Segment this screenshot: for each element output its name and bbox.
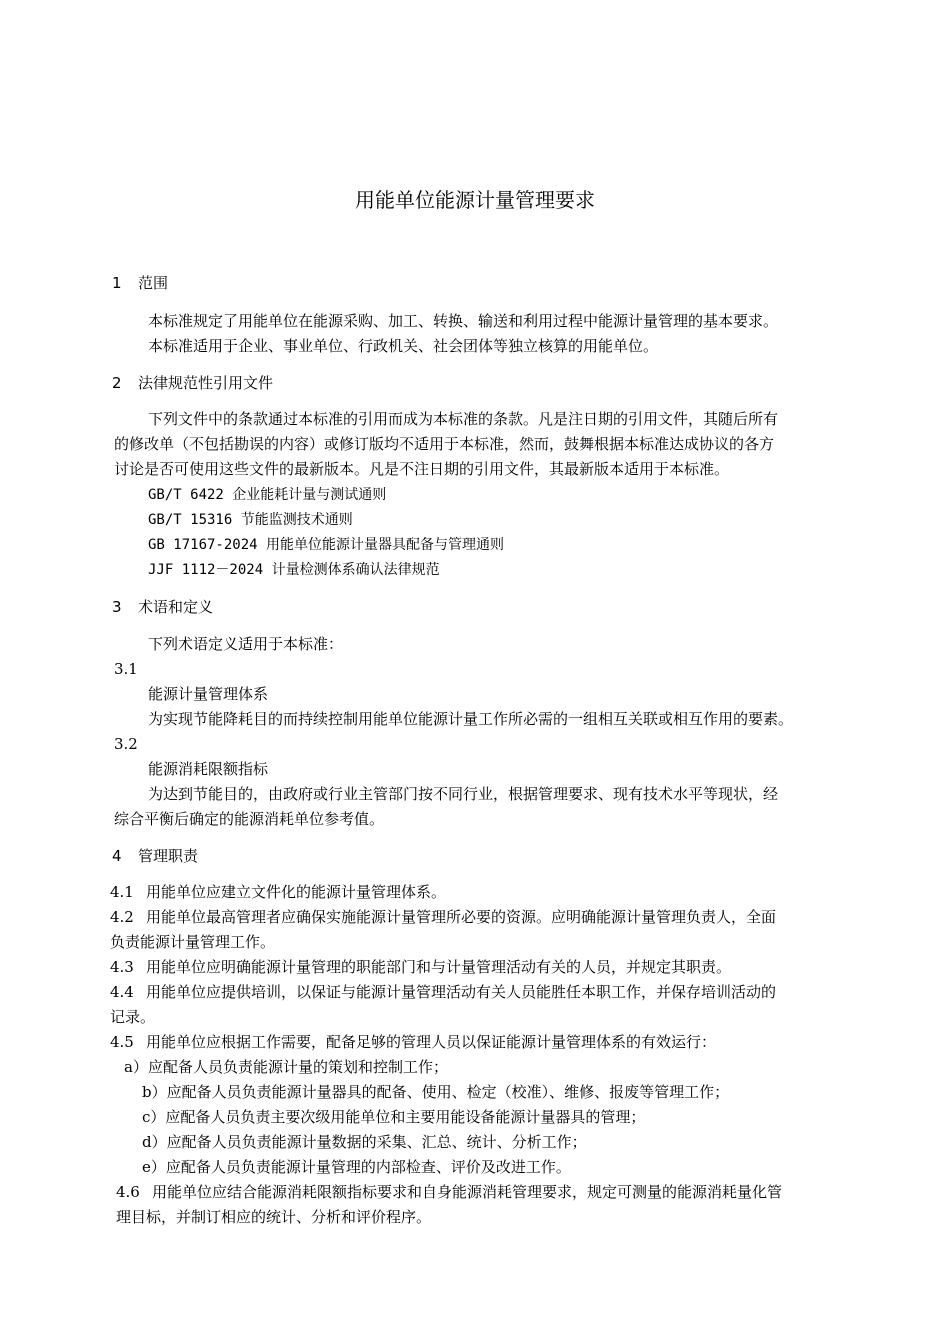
clause-number: 4.2 xyxy=(110,908,134,926)
section-title: 范围 xyxy=(138,274,169,292)
list-item: c）应配备人员负责主要次级用能单位和主要用能设备能源计量器具的管理； xyxy=(142,1108,646,1126)
list-item: b）应配备人员负责能源计量器具的配备、使用、检定（校准）、维修、报废等管理工作； xyxy=(142,1083,730,1101)
paragraph-line: 的修改单（不包括勘误的内容）或修订版均不适用于本标准，然而，鼓舞根据本标准达成协议的各方 xyxy=(114,435,775,453)
list-item: a）应配备人员负责能源计量的策划和控制工作； xyxy=(124,1058,448,1076)
term-number: 3.1 xyxy=(114,660,138,678)
paragraph: 本标准规定了用能单位在能源采购、加工、转换、输送和利用过程中能源计量管理的基本要求。 xyxy=(148,312,779,330)
section-number: 2 xyxy=(112,374,122,392)
clause-text: 用能单位最高管理者应确保实施能源计量管理所必要的资源。应明确能源计量管理负责人，全面 xyxy=(146,908,777,926)
section-title: 法律规范性引用文件 xyxy=(138,374,274,392)
clause-4-3 xyxy=(110,957,731,977)
paragraph: 本标准适用于企业、事业单位、行政机关、社会团体等独立核算的用能单位。 xyxy=(148,337,659,355)
clause-text: 用能单位应结合能源消耗限额指标要求和自身能源消耗管理要求，规定可测量的能源消耗量化管 xyxy=(152,1183,783,1201)
clause-number: 4.4 xyxy=(110,983,134,1001)
term-number: 3.2 xyxy=(114,735,138,753)
reference-item: GB 17167-2024 用能单位能源计量器具配备与管理通则 xyxy=(148,537,505,553)
clause-4-2 xyxy=(110,907,776,927)
term-name: 能源计量管理体系 xyxy=(148,685,269,703)
paragraph-line: 讨论是否可使用这些文件的最新版本。凡是不注日期的引用文件，其最新版本适用于本标准。 xyxy=(114,460,730,478)
paragraph: 下列术语定义适用于本标准： xyxy=(148,635,344,653)
clause-number: 4.5 xyxy=(110,1033,134,1051)
section-number: 1 xyxy=(112,274,122,292)
section-number: 4 xyxy=(112,847,122,865)
clause-text: 用能单位应建立文件化的能源计量管理体系。 xyxy=(146,883,447,901)
term-definition-line: 综合平衡后确定的能源消耗单位参考值。 xyxy=(114,810,385,828)
list-item: e）应配备人员负责能源计量管理的内部检查、评价及改进工作。 xyxy=(142,1158,571,1176)
list-item: d）应配备人员负责能源计量数据的采集、汇总、统计、分析工作； xyxy=(142,1133,587,1151)
section-number: 3 xyxy=(112,598,122,616)
clause-4-4 xyxy=(110,982,776,1002)
section-title: 术语和定义 xyxy=(138,598,214,616)
term-definition-line: 为达到节能目的，由政府或行业主管部门按不同行业，根据管理要求、现有技术水平等现状，经 xyxy=(148,785,779,803)
section-title: 管理职责 xyxy=(138,847,199,865)
section-heading-scope xyxy=(112,273,168,293)
clause-4-6 xyxy=(116,1182,782,1202)
clause-4-1 xyxy=(110,882,446,902)
paragraph-line: 下列文件中的条款通过本标准的引用而成为本标准的条款。凡是注日期的引用文件，其随后所有 xyxy=(148,410,779,428)
clause-text: 用能单位应提供培训，以保证与能源计量管理活动有关人员能胜任本职工作，并保存培训活动的 xyxy=(146,983,777,1001)
clause-continuation: 负责能源计量管理工作。 xyxy=(110,933,276,951)
reference-item: GB/T 15316 节能监测技术通则 xyxy=(148,512,353,528)
clause-text: 用能单位应明确能源计量管理的职能部门和与计量管理活动有关的人员，并规定其职责。 xyxy=(146,958,732,976)
reference-item: JJF 1112－2024 计量检测体系确认法律规范 xyxy=(148,562,440,578)
clause-continuation: 记录。 xyxy=(110,1008,156,1026)
clause-text: 用能单位应根据工作需要，配备足够的管理人员以保证能源计量管理体系的有效运行： xyxy=(146,1033,717,1051)
clause-4-5 xyxy=(110,1032,716,1052)
clause-number: 4.3 xyxy=(110,958,134,976)
section-heading-terms xyxy=(112,597,213,617)
section-heading-responsibilities xyxy=(112,846,198,866)
section-heading-references xyxy=(112,373,273,393)
clause-number: 4.1 xyxy=(110,883,134,901)
term-name: 能源消耗限额指标 xyxy=(148,760,269,778)
clause-number: 4.6 xyxy=(116,1183,140,1201)
document-title: 用能单位能源计量管理要求 xyxy=(355,188,595,212)
term-definition: 为实现节能降耗目的而持续控制用能单位能源计量工作所必需的一组相互关联或相互作用的要素。 xyxy=(148,710,794,728)
clause-continuation: 理目标，并制订相应的统计、分析和评价程序。 xyxy=(116,1208,432,1226)
reference-item: GB/T 6422 企业能耗计量与测试通则 xyxy=(148,487,387,503)
